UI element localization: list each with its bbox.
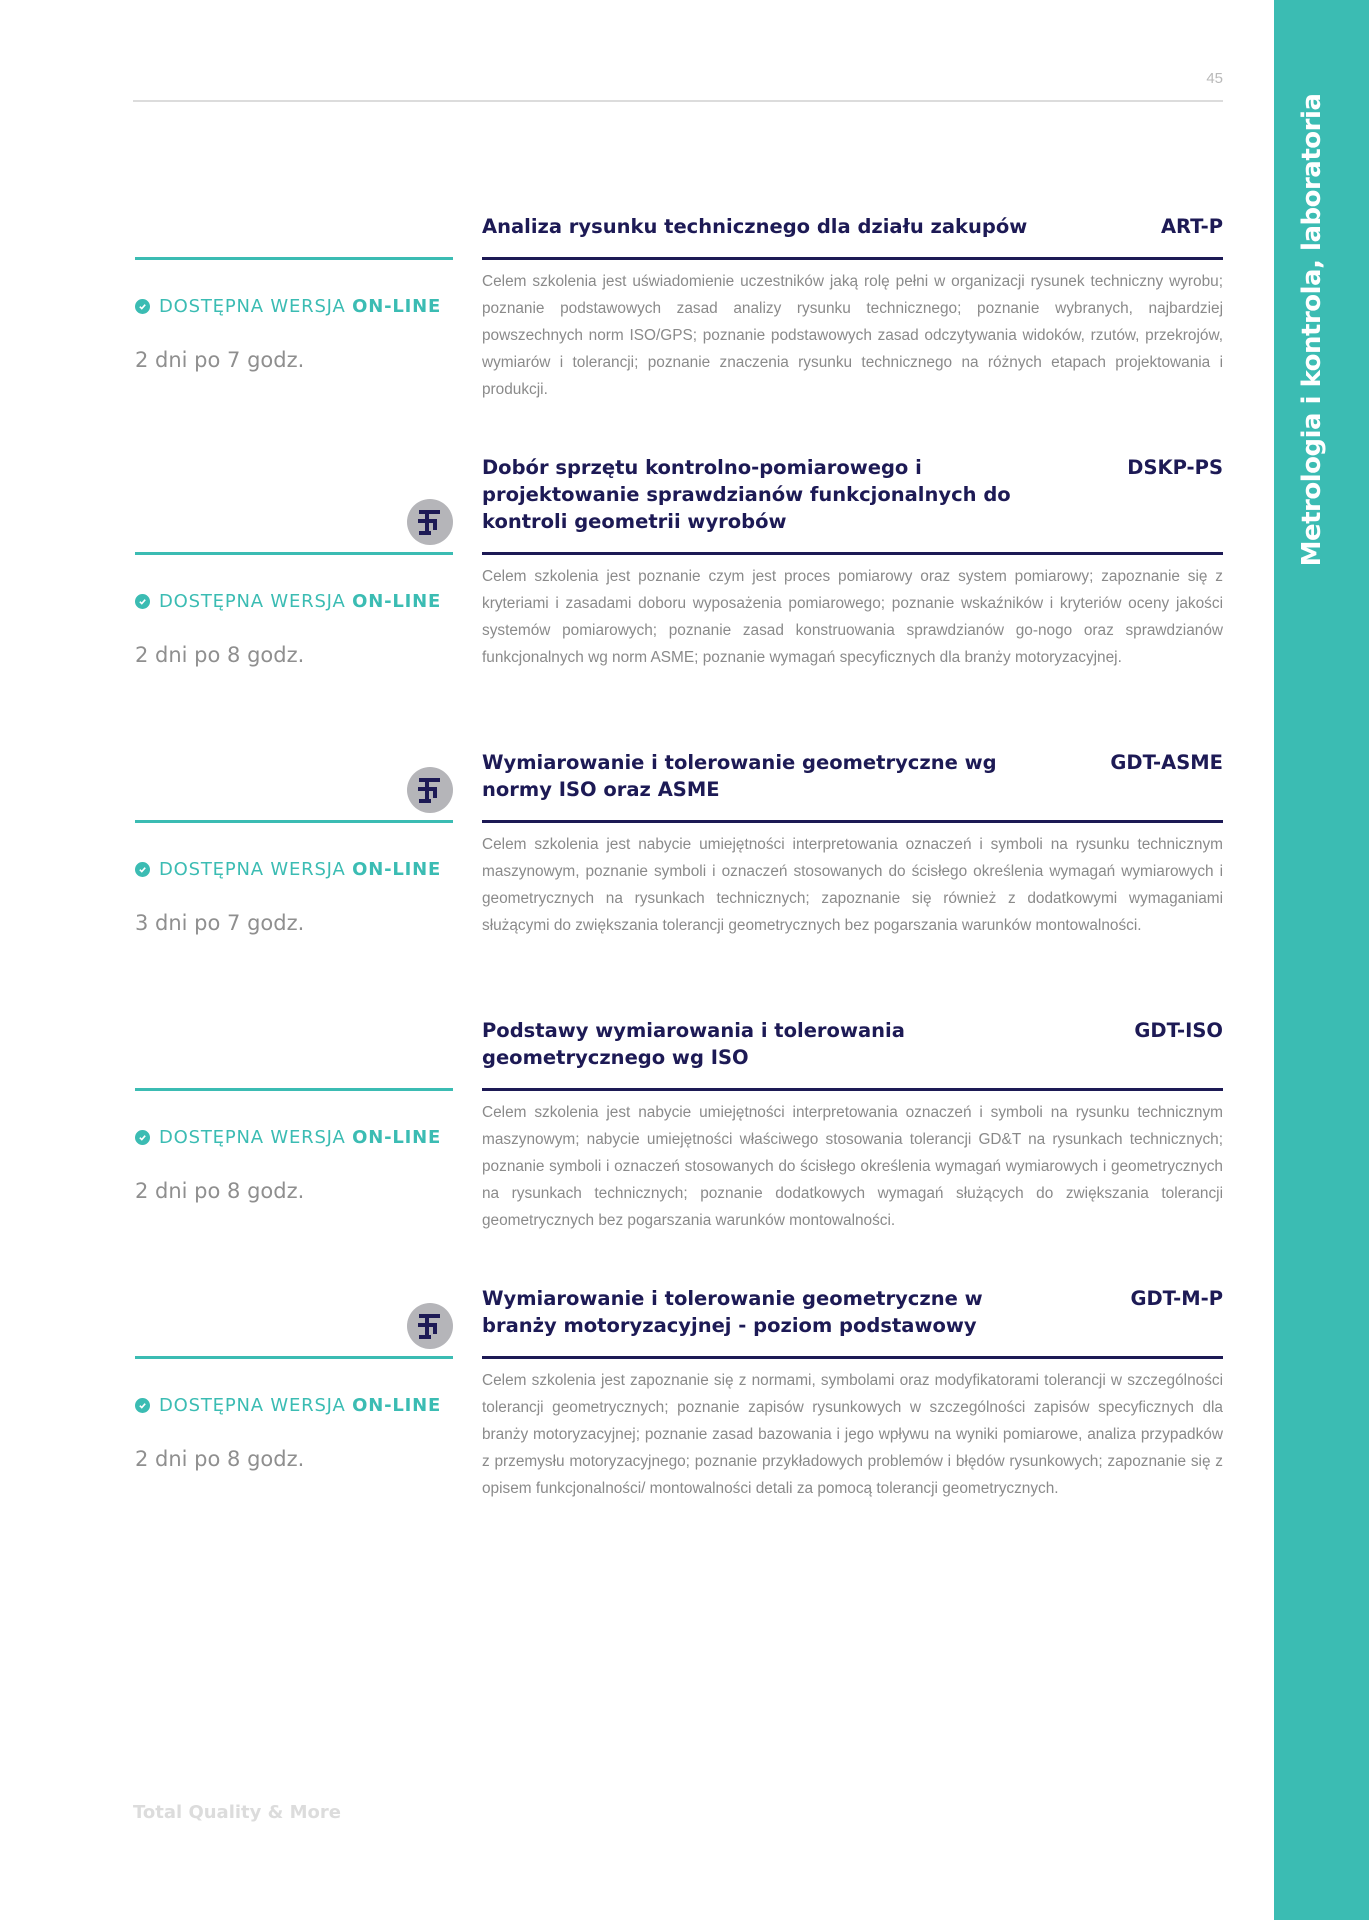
course-duration: 2 dni po 7 godz.	[135, 348, 305, 372]
f-logo-icon	[407, 499, 453, 545]
course-code: GDT-ASME	[1110, 751, 1223, 774]
online-emphasis: ON-LINE	[352, 296, 442, 317]
course-title: Dobór sprzętu kontrolno-pomiarowego i projektowanie sprawdzianów funkcjonalnych do kontroli geometrii wyrobów	[482, 456, 1011, 533]
online-emphasis: ON-LINE	[352, 1395, 442, 1416]
check-circle-icon	[135, 594, 150, 609]
course-title: Analiza rysunku technicznego dla działu zakupów	[482, 215, 1028, 238]
course-code: ART-P	[1160, 215, 1223, 238]
online-prefix: DOSTĘPNA WERSJA	[159, 296, 353, 317]
course-left-divider	[135, 257, 453, 260]
course-left-divider	[135, 1356, 453, 1359]
page-number: 45	[1206, 70, 1223, 87]
course-duration: 2 dni po 8 godz.	[135, 1447, 305, 1471]
course-divider	[482, 552, 1223, 555]
course-divider	[482, 820, 1223, 823]
course-code: GDT-M-P	[1130, 1287, 1223, 1310]
course-left-divider	[135, 820, 453, 823]
course-duration: 3 dni po 7 godz.	[135, 911, 305, 935]
check-circle-icon	[135, 862, 150, 877]
footer-brand: Total Quality & More	[133, 1802, 341, 1823]
check-circle-icon	[135, 1398, 150, 1413]
online-badge	[135, 296, 441, 317]
online-emphasis: ON-LINE	[352, 591, 442, 612]
course-description: Celem szkolenia jest zapoznanie się z normami, symbolami oraz modyfikatorami tolerancji w szczególności tolerancji geometrycznych; poznanie zapisów rysunkowych w szczególności zapisów specyficznych dla branży motoryzacyjnej; poznanie zasad bazowania i jego wpływu na wyniki pomiarowe, analiza przypadków z przemysłu motoryzacyjnego; poznanie przykładowych problemów i błędów rysunkowych; zapoznanie się z opisem funkcjonalności/ montowalności detali za pomocą tolerancji geometrycznych.	[482, 1372, 1223, 1497]
online-prefix: DOSTĘPNA WERSJA	[159, 1395, 353, 1416]
online-badge	[135, 859, 441, 880]
course-description: Celem szkolenia jest nabycie umiejętności interpretowania oznaczeń i symboli na rysunku technicznym maszynowym, poznanie symboli i oznaczeń stosowanych do ścisłego określenia wymagań wymiarowych i geometrycznych na rysunkach technicznych; zapoznanie się również z dodatkowymi wymaganiami służącymi do zwiększania tolerancji geometrycznych bez pogarszania warunków montowalności.	[482, 836, 1223, 934]
online-badge	[135, 591, 441, 612]
course-description: Celem szkolenia jest poznanie czym jest proces pomiarowy oraz system pomiarowy; zapoznanie się z kryteriami i zasadami doboru wyposażenia pomiarowego; poznanie wskaźników i kryteriów oceny jakości systemów pomiarowych; poznanie zasad konstruowania sprawdzianów go-nogo oraz sprawdzianów funkcjonalnych wg norm ASME; poznanie wymagań specyficznych dla branży motoryzacyjnej.	[482, 568, 1223, 666]
course-divider	[482, 257, 1223, 260]
online-prefix: DOSTĘPNA WERSJA	[159, 591, 353, 612]
online-badge	[135, 1127, 441, 1148]
course-duration: 2 dni po 8 godz.	[135, 643, 305, 667]
course-divider	[482, 1356, 1223, 1359]
check-circle-icon	[135, 1130, 150, 1145]
course-description: Celem szkolenia jest uświadomienie uczestników jaką rolę pełni w organizacji rysunek techniczny wyrobu; poznanie podstawowych zasad analizy rysunku technicznego; poznanie wybranych, najbardziej powszechnych norm ISO/GPS; poznanie podstawowych zasad odczytywania widoków, rzutów, przekrojów, wymiarów i tolerancji; poznanie znaczenia rysunku technicznego na różnych etapach projektowania i produkcji.	[482, 273, 1223, 398]
online-badge	[135, 1395, 441, 1416]
course-left-divider	[135, 552, 453, 555]
f-logo-icon	[407, 1303, 453, 1349]
course-code: DSKP-PS	[1127, 456, 1223, 479]
online-prefix: DOSTĘPNA WERSJA	[159, 859, 353, 880]
online-emphasis: ON-LINE	[352, 859, 442, 880]
check-circle-icon	[135, 299, 150, 314]
course-divider	[482, 1088, 1223, 1091]
online-emphasis: ON-LINE	[352, 1127, 442, 1148]
course-left-divider	[135, 1088, 453, 1091]
course-duration: 2 dni po 8 godz.	[135, 1179, 305, 1203]
course-description: Celem szkolenia jest nabycie umiejętności interpretowania oznaczeń i symboli na rysunku technicznym maszynowym; nabycie umiejętności właściwego stosowania tolerancji GD&T na rysunkach technicznych; poznanie symboli i oznaczeń stosowanych do ścisłego określenia wymagań wymiarowych i geometrycznych na rysunkach technicznych; poznanie dodatkowych wymagań służących do zwiększania tolerancji geometrycznych bez pogarszania warunków montowalności.	[482, 1104, 1223, 1229]
header-divider	[133, 100, 1223, 102]
course-code: GDT-ISO	[1134, 1019, 1223, 1042]
course-title: Wymiarowanie i tolerowanie geometryczne w branży motoryzacyjnej - poziom podstawowy	[482, 1287, 983, 1337]
online-prefix: DOSTĘPNA WERSJA	[159, 1127, 353, 1148]
course-title: Wymiarowanie i tolerowanie geometryczne wg normy ISO oraz ASME	[482, 751, 997, 801]
f-logo-icon	[407, 767, 453, 813]
course-title: Podstawy wymiarowania i tolerowania geometrycznego wg ISO	[482, 1019, 905, 1069]
section-side-title: Metrologia i kontrola, laboratoria	[1297, 93, 1327, 567]
